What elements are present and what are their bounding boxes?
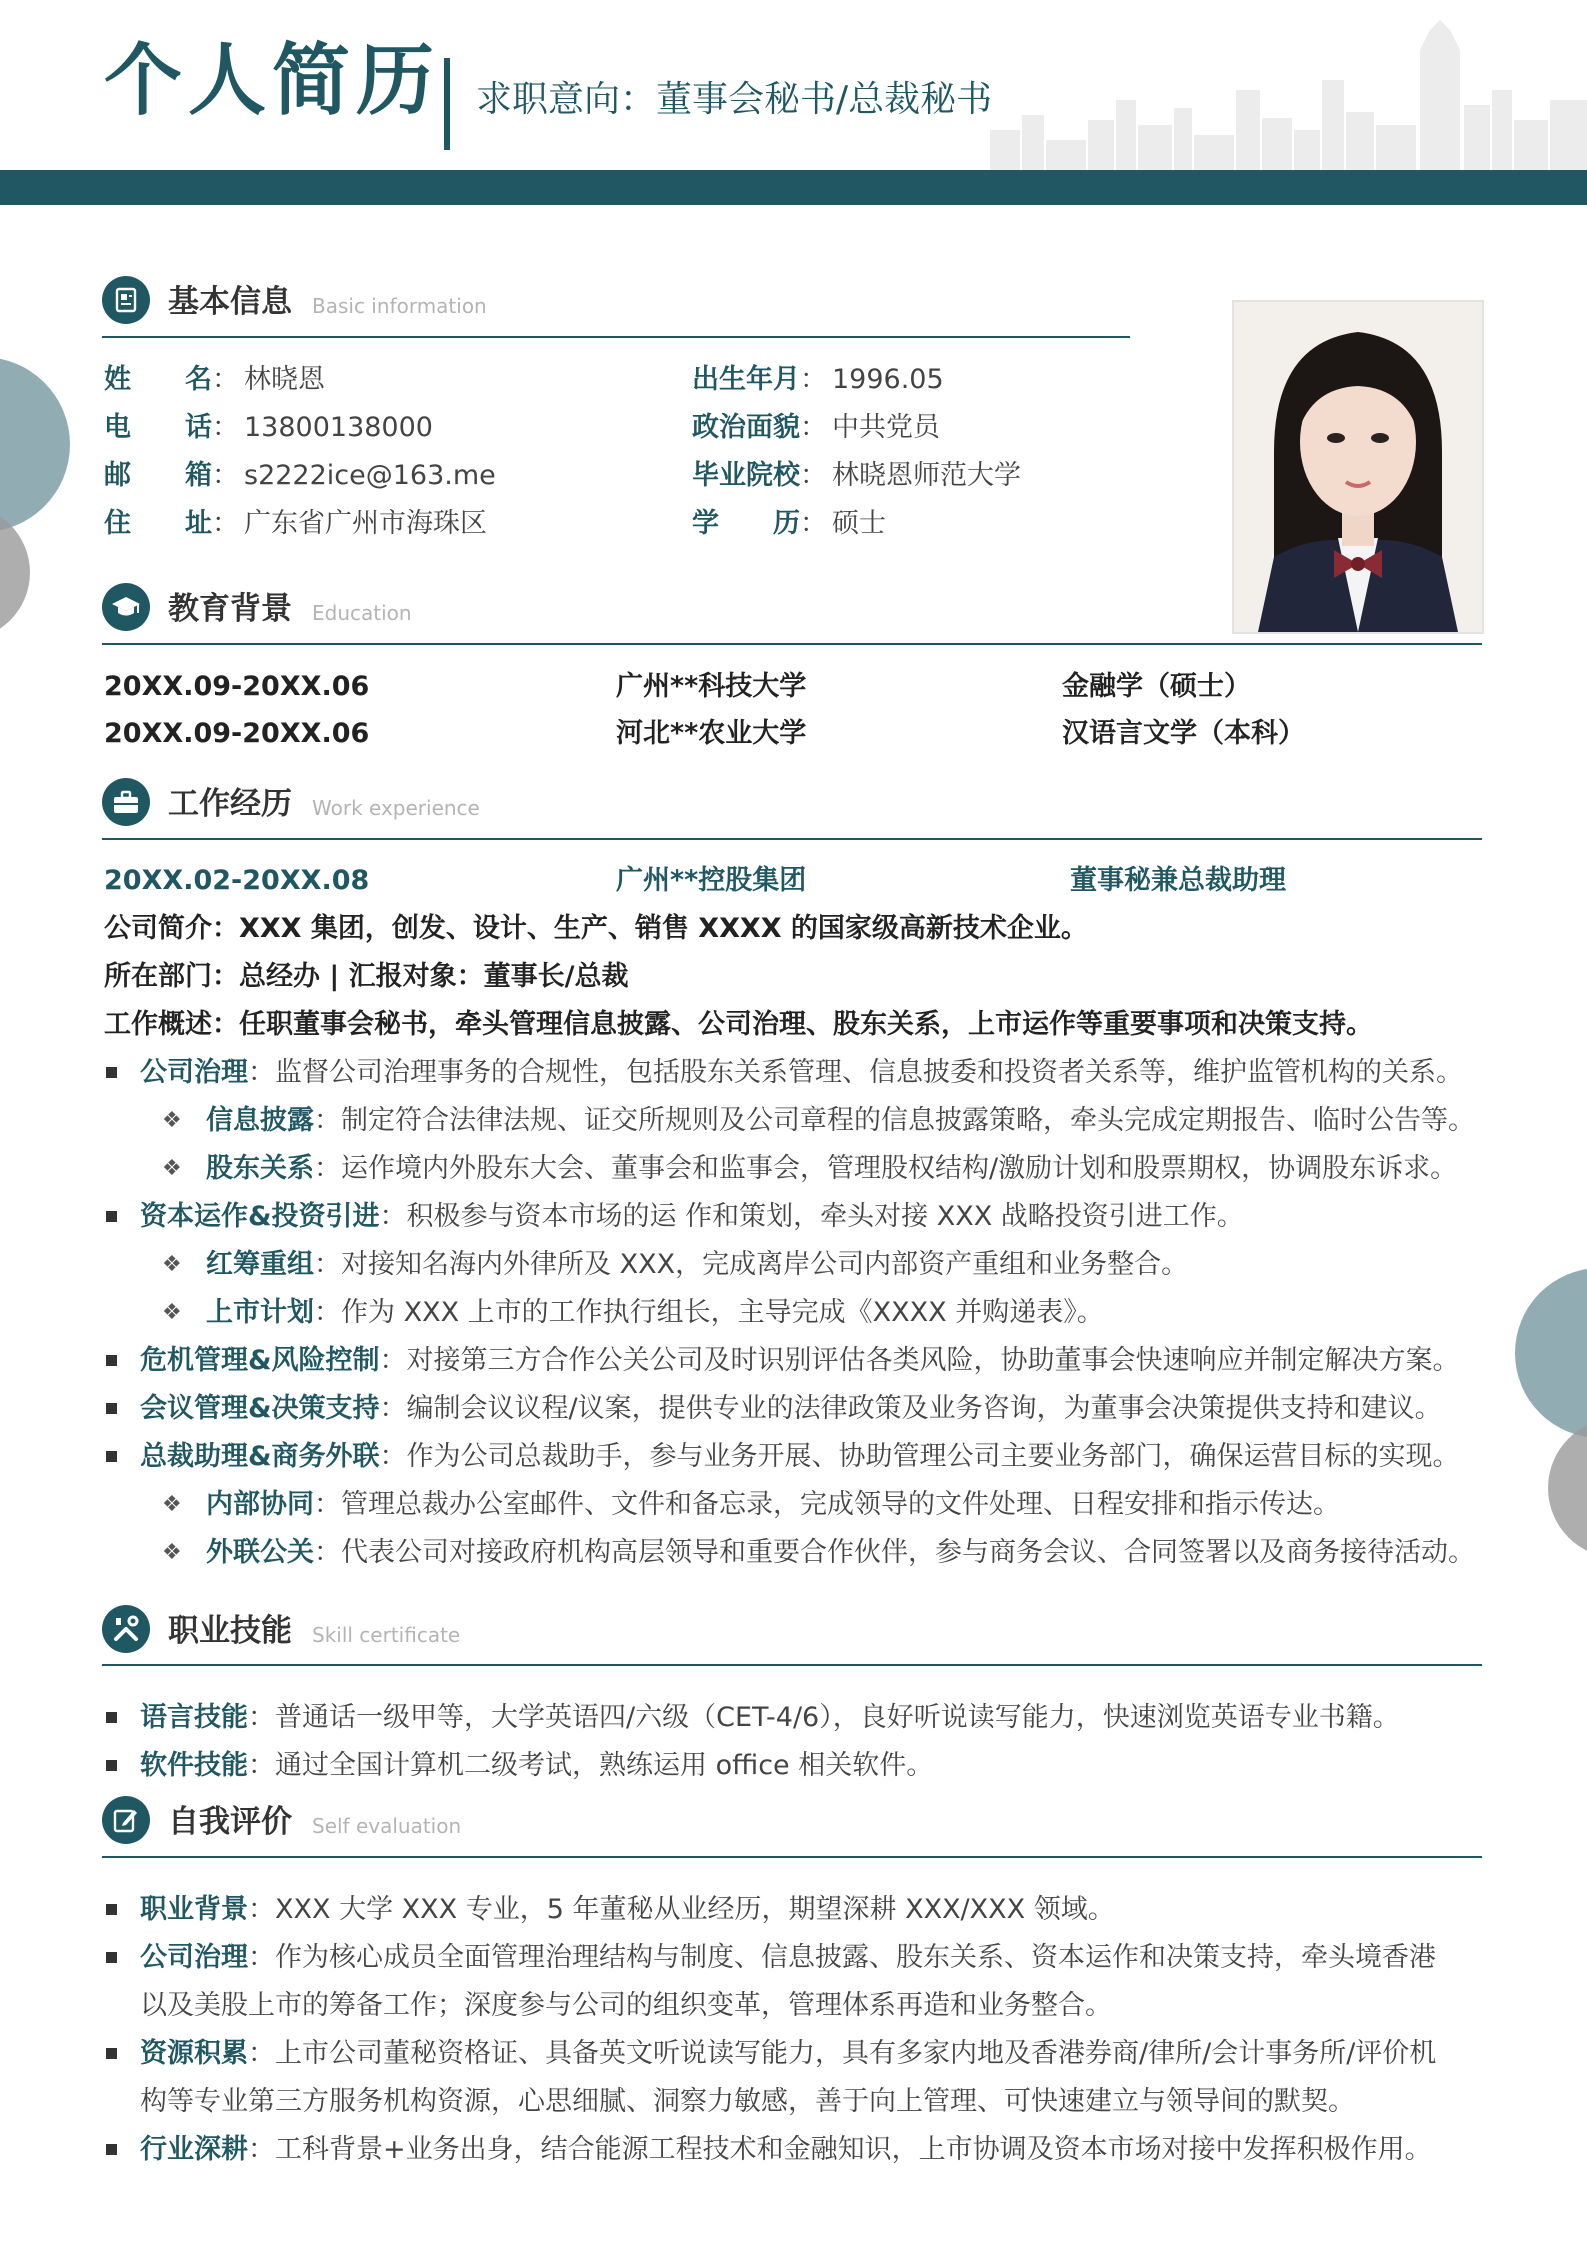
city-skyline-decoration xyxy=(990,20,1587,170)
work-subitem: 内部协同：管理总裁办公室邮件、文件和备忘录，完成领导的文件处理、日程安排和指示传达。 xyxy=(206,1489,1340,1520)
list-bullet xyxy=(106,2144,117,2155)
edu-major: 汉语言文学（本科） xyxy=(1062,718,1305,749)
self-eval-item: 职业背景：XXX 大学 XXX 专业，5 年董秘从业经历，期望深耕 XXX/XXX 领域。 xyxy=(140,1894,1115,1925)
work-subitem: 外联公关：代表公司对接政府机构高层领导和重要合作伙伴，参与商务会议、合同签署以及商务接待活动。 xyxy=(206,1537,1475,1568)
work-item: 总裁助理&商务外联：作为公司总裁助手，参与业务开展、协助管理公司主要业务部门，确保运营目标的实现。 xyxy=(140,1441,1460,1472)
list-bullet xyxy=(106,1403,117,1414)
section-title-basic: 基本信息 xyxy=(168,284,292,320)
decor-circle-right-gray xyxy=(1548,1418,1587,1558)
info-value-address: 广东省广州市海珠区 xyxy=(244,508,487,539)
work-subitem: 红筹重组：对接知名海内外律所及 XXX，完成离岸公司内部资产重组和业务整合。 xyxy=(206,1249,1189,1280)
work-item: 公司治理：监督公司治理事务的合规性，包括股东关系管理、信息披委和投资者关系等，维护监管机构的关系。 xyxy=(140,1057,1463,1088)
work-item: 会议管理&决策支持：编制会议议程/议案，提供专业的法律政策及业务咨询，为董事会决策提供支持和建议。 xyxy=(140,1393,1442,1424)
diamond-bullet-icon: ❖ xyxy=(162,1252,182,1277)
section-subtitle-skills: Skill certificate xyxy=(312,1623,461,1647)
info-label-address: 住 址 xyxy=(104,508,212,539)
edu-period: 20XX.09-20XX.06 xyxy=(104,671,370,702)
self-eval-item: 行业深耕：工科背景+业务出身，结合能源工程技术和金融知识，上市协调及资本市场对接中发挥积极作用。 xyxy=(140,2134,1432,2165)
list-bullet xyxy=(106,1952,117,1963)
resume-title: 个人简历 xyxy=(104,36,441,126)
graduation-cap-icon xyxy=(102,583,150,631)
title-separator xyxy=(444,58,450,150)
list-bullet xyxy=(106,1904,117,1915)
list-bullet xyxy=(106,1067,117,1078)
self-eval-item: 公司治理：作为核心成员全面管理治理结构与制度、信息披露、股东关系、资本运作和决策支持，牵头境香港 xyxy=(140,1942,1436,1973)
info-colon: ： xyxy=(212,508,239,539)
section-divider-work xyxy=(102,838,1482,840)
info-label-school: 毕业院校 xyxy=(692,460,800,491)
info-colon: ： xyxy=(800,460,827,491)
list-bullet xyxy=(106,2048,117,2059)
skill-item: 语言技能：普通话一级甲等，大学英语四/六级（CET-4/6），良好听说读写能力，快速浏览英语专业书籍。 xyxy=(140,1702,1400,1733)
tools-icon xyxy=(102,1605,150,1653)
list-bullet xyxy=(106,1760,117,1771)
work-subitem: 上市计划：作为 XXX 上市的工作执行组长，主导完成《XXXX 并购递表》。 xyxy=(206,1297,1104,1328)
edit-icon xyxy=(102,1796,150,1844)
section-subtitle-basic: Basic information xyxy=(312,294,487,318)
info-colon: ： xyxy=(800,364,827,395)
edu-period: 20XX.09-20XX.06 xyxy=(104,718,370,749)
diamond-bullet-icon: ❖ xyxy=(162,1156,182,1181)
info-label-birth: 出生年月 xyxy=(692,364,800,395)
section-title-education: 教育背景 xyxy=(168,591,292,627)
section-divider-basic xyxy=(102,336,1130,338)
section-divider-self xyxy=(102,1856,1482,1858)
info-value-degree: 硕士 xyxy=(832,508,886,539)
diamond-bullet-icon: ❖ xyxy=(162,1492,182,1517)
decor-circle-left-teal xyxy=(0,357,70,532)
list-bullet xyxy=(106,1211,117,1222)
work-item: 危机管理&风险控制：对接第三方合作公关公司及时识别评估各类风险，协助董事会快速响应并制定解决方案。 xyxy=(140,1345,1460,1376)
info-value-name: 林晓恩 xyxy=(244,364,325,395)
info-value-email: s2222ice@163.me xyxy=(244,460,496,491)
work-dept: 所在部门：总经办 | 汇报对象：董事长/总裁 xyxy=(104,961,629,992)
work-subitem: 股东关系：运作境内外股东大会、董事会和监事会，管理股权结构/激励计划和股票期权，协调股东诉求。 xyxy=(206,1153,1458,1184)
work-subitem: 信息披露：制定符合法律法规、证交所规则及公司章程的信息披露策略，牵头完成定期报告、临时公告等。 xyxy=(206,1105,1475,1136)
list-bullet xyxy=(106,1355,117,1366)
list-bullet xyxy=(106,1451,117,1462)
section-divider-skills xyxy=(102,1664,1482,1666)
info-label-email: 邮 箱 xyxy=(104,460,212,491)
info-colon: ： xyxy=(800,508,827,539)
section-subtitle-self: Self evaluation xyxy=(312,1814,462,1838)
diamond-bullet-icon: ❖ xyxy=(162,1540,182,1565)
work-intro: 公司简介：XXX 集团，创发、设计、生产、销售 XXXX 的国家级高新技术企业。 xyxy=(104,913,1088,944)
info-value-phone: 13800138000 xyxy=(244,412,433,443)
section-subtitle-education: Education xyxy=(312,601,412,625)
diamond-bullet-icon: ❖ xyxy=(162,1300,182,1325)
info-colon: ： xyxy=(212,412,239,443)
diamond-bullet-icon: ❖ xyxy=(162,1108,182,1133)
info-value-school: 林晓恩师范大学 xyxy=(832,460,1021,491)
info-colon: ： xyxy=(212,460,239,491)
work-company: 广州**控股集团 xyxy=(616,865,807,896)
work-overview: 工作概述：任职董事会秘书，牵头管理信息披露、公司治理、股东关系，上市运作等重要事项和决策支持。 xyxy=(104,1009,1373,1040)
edu-school: 广州**科技大学 xyxy=(616,671,807,702)
section-divider-education xyxy=(102,643,1482,645)
self-eval-item: 资源积累：上市公司董秘资格证、具备英文听说读写能力，具有多家内地及香港券商/律所/会计事务所/评价机 xyxy=(140,2038,1437,2069)
info-value-politics: 中共党员 xyxy=(832,412,940,443)
edu-major: 金融学（硕士） xyxy=(1062,671,1251,702)
info-label-politics: 政治面貌 xyxy=(692,412,800,443)
info-label-degree: 学 历 xyxy=(692,508,800,539)
info-value-birth: 1996.05 xyxy=(832,364,944,395)
info-colon: ： xyxy=(212,364,239,395)
skill-item: 软件技能：通过全国计算机二级考试，熟练运用 office 相关软件。 xyxy=(140,1750,934,1781)
work-item: 资本运作&投资引进：积极参与资本市场的运 作和策划，牵头对接 XXX 战略投资引进工作。 xyxy=(140,1201,1244,1232)
edu-school: 河北**农业大学 xyxy=(616,718,807,749)
work-period: 20XX.02-20XX.08 xyxy=(104,865,370,896)
self-eval-continuation: 以及美股上市的筹备工作；深度参与公司的组织变革，管理体系再造和业务整合。 xyxy=(140,1990,1112,2021)
section-title-self: 自我评价 xyxy=(168,1804,292,1840)
work-position: 董事秘兼总裁助理 xyxy=(1070,865,1286,896)
briefcase-icon xyxy=(102,778,150,826)
info-label-phone: 电 话 xyxy=(104,412,212,443)
list-bullet xyxy=(106,1712,117,1723)
decor-circle-right-teal xyxy=(1515,1268,1587,1438)
info-label-name: 姓 名 xyxy=(104,364,212,395)
profile-photo xyxy=(1232,300,1484,634)
section-subtitle-work: Work experience xyxy=(312,796,480,820)
info-colon: ： xyxy=(800,412,827,443)
header-bar xyxy=(0,170,1587,205)
job-intention: 求职意向：董事会秘书/总裁秘书 xyxy=(476,79,993,120)
section-title-skills: 职业技能 xyxy=(168,1613,292,1649)
section-title-work: 工作经历 xyxy=(168,786,292,822)
id-card-icon xyxy=(102,276,150,324)
self-eval-continuation: 构等专业第三方服务机构资源，心思细腻、洞察力敏感，善于向上管理、可快速建立与领导间的默契。 xyxy=(140,2086,1355,2117)
